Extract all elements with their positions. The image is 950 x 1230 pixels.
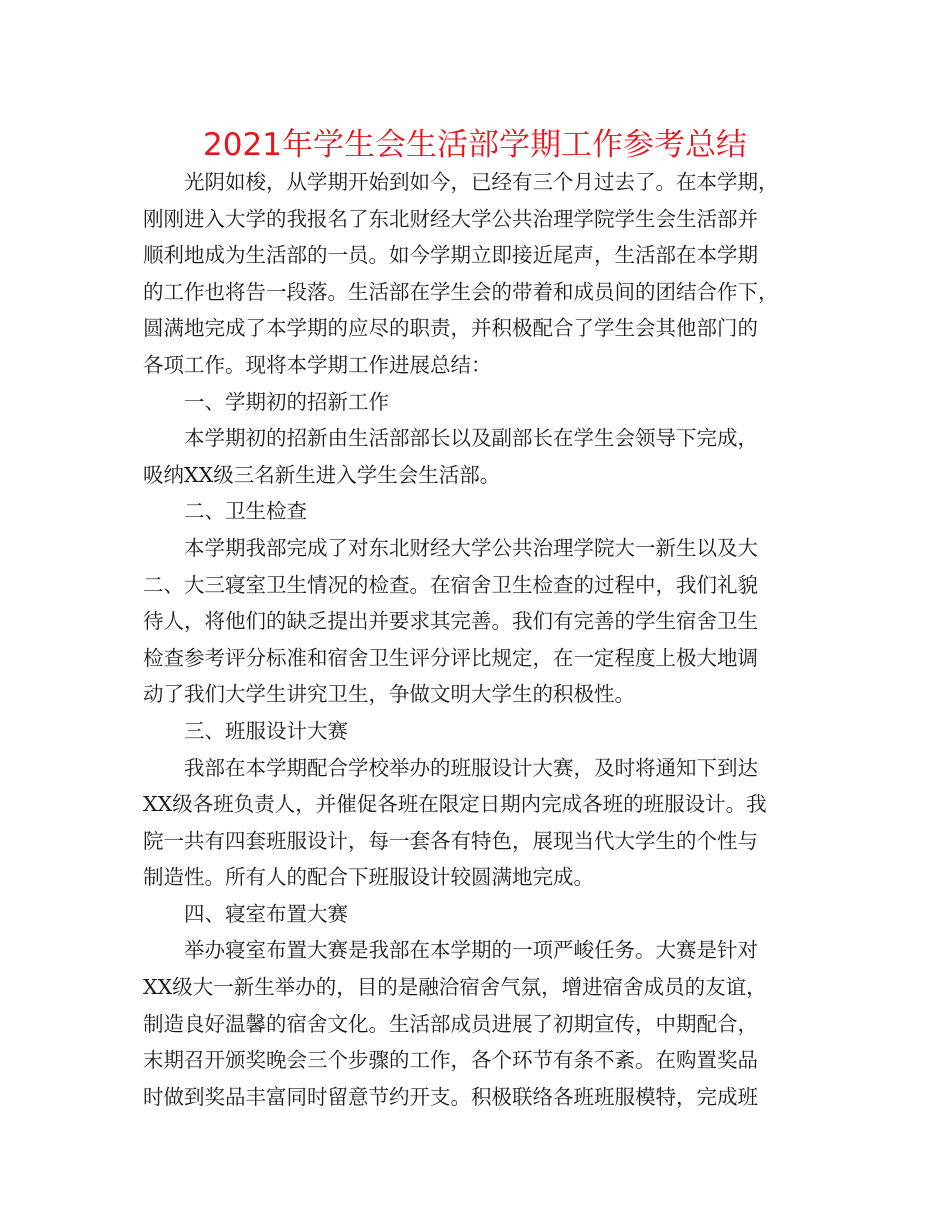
body-line: 三、班服设计大赛 <box>184 718 348 743</box>
body-line: 时做到奖品丰富同时留意节约开支。积极联络各班班服模特，完成班 <box>143 1084 758 1109</box>
body-line: 各项工作。现将本学期工作进展总结： <box>143 352 492 377</box>
body-line: 我部在本学期配合学校举办的班服设计大赛，及时将通知下到达 <box>184 755 758 780</box>
body-line: 动了我们大学生讲究卫生，争做文明大学生的积极性。 <box>143 682 635 707</box>
document-title: 2021年学生会生活部学期工作参考总结 <box>203 127 747 163</box>
body-line: 刚刚进入大学的我报名了东北财经大学公共治理学院学生会生活部并 <box>143 206 758 231</box>
body-line: 制造良好温馨的宿舍文化。生活部成员进展了初期宣传，中期配合， <box>143 1011 758 1036</box>
body-line: XX级大一新生举办的，目的是融洽宿舍气氛，增进宿舍成员的友谊， <box>143 975 767 1000</box>
body-line: 本学期初的招新由生活部部长以及副部长在学生会领导下完成， <box>184 426 758 451</box>
body-line: 举办寝室布置大赛是我部在本学期的一项严峻任务。大赛是针对 <box>184 938 758 963</box>
body-line: 顺利地成为生活部的一员。如今学期立即接近尾声，生活部在本学期 <box>143 243 758 268</box>
body-line: 制造性。所有人的配合下班服设计较圆满地完成。 <box>143 865 594 890</box>
body-line: 光阴如梭，从学期开始到如今，已经有三个月过去了。在本学期， <box>184 170 779 194</box>
document-body <box>143 164 811 1115</box>
body-line: XX级各班负责人，并催促各班在限定日期内完成各班的班服设计。我 <box>143 792 767 817</box>
body-line: 吸纳XX级三名新生进入学生会生活部。 <box>143 462 501 487</box>
body-line: 院一共有四套班服设计，每一套各有特色，展现当代大学生的个性与 <box>143 828 758 853</box>
body-line: 待人，将他们的缺乏提出并要求其完善。我们有完善的学生宿舍卫生 <box>143 609 758 634</box>
body-line: 圆满地完成了本学期的应尽的职责，并积极配合了学生会其他部门的 <box>143 316 758 341</box>
body-line: 四、寝室布置大赛 <box>184 901 348 926</box>
body-line: 末期召开颁奖晚会三个步骤的工作，各个环节有条不紊。在购置奖品 <box>143 1048 758 1073</box>
body-line: 二、卫生检查 <box>184 499 307 524</box>
body-line: 一、学期初的招新工作 <box>184 389 389 414</box>
body-line: 本学期我部完成了对东北财经大学公共治理学院大一新生以及大 <box>184 535 758 560</box>
body-line: 二、大三寝室卫生情况的检查。在宿舍卫生检查的过程中，我们礼貌 <box>143 572 758 597</box>
body-line: 的工作也将告一段落。生活部在学生会的带着和成员间的团结合作下， <box>143 279 779 304</box>
body-line: 检查参考评分标准和宿舍卫生评分评比规定，在一定程度上极大地调 <box>143 645 758 670</box>
